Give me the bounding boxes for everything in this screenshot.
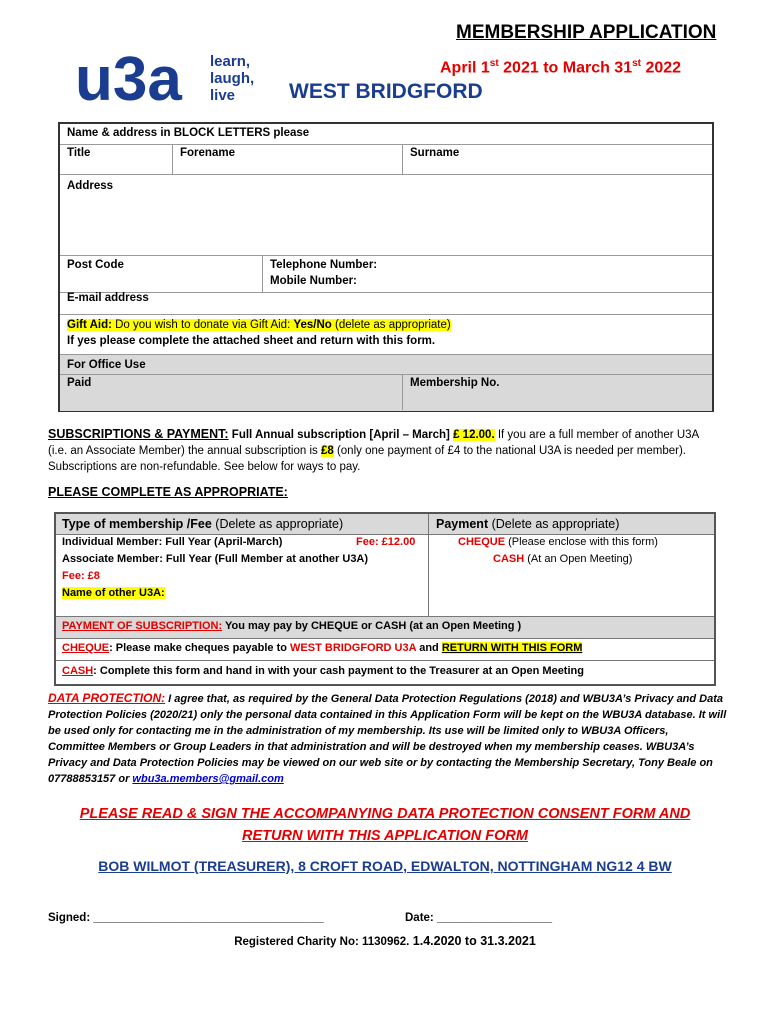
org-name: WEST BRIDGFORD xyxy=(289,80,483,103)
individual-option[interactable]: Individual Member: Full Year (April-March) xyxy=(62,536,283,548)
signature-line[interactable]: Signed: ____________________________________ xyxy=(48,912,324,924)
email-label: E-mail address xyxy=(67,292,149,304)
office-use-label: For Office Use xyxy=(67,359,146,371)
treasurer-address: BOB WILMOT (TREASURER), 8 CROFT ROAD, EDWALTON, NOTTINGHAM NG12 4 BW xyxy=(98,858,672,874)
individual-fee: Fee: £12.00 xyxy=(356,536,416,548)
subscriptions-paragraph: SUBSCRIPTIONS & PAYMENT: Full Annual subscription [April – March] £ 12.00. If you are a full member of another U3A (i.e. an Associate Member) the annual subscription is £8 (only one payment of £4 to the national U3A is needed per member). Subscriptions are non-refundable. See below for ways to pay. xyxy=(48,427,699,473)
membership-no-label: Membership No. xyxy=(410,377,500,389)
membership-period: April 1st 2021 to March 31st 2022 xyxy=(440,58,682,77)
forename-label: Forename xyxy=(180,147,235,159)
type-heading: Type of membership /Fee (Delete as appropriate) xyxy=(62,517,344,531)
gift-aid-note: If yes please complete the attached sheet and return with this form. xyxy=(67,335,436,347)
mobile-label: Mobile Number: xyxy=(270,275,357,287)
associate-fee: Fee: £8 xyxy=(62,570,100,582)
title-label: Title xyxy=(67,147,91,159)
cheque-option[interactable]: CHEQUE (Please enclose with this form) xyxy=(458,536,658,548)
complete-heading: PLEASE COMPLETE AS APPROPRIATE: xyxy=(48,485,288,499)
name-heading: Name & address in BLOCK LETTERS please xyxy=(67,127,310,139)
date-line[interactable]: Date: __________________ xyxy=(405,912,553,924)
cheque-instructions: CHEQUE: Please make cheques payable to WEST BRIDGFORD U3A and RETURN WITH THIS FORM xyxy=(62,642,583,654)
membership-type-table xyxy=(54,512,716,686)
title-field[interactable] xyxy=(172,144,173,174)
u3a-logo-graphic xyxy=(75,50,265,110)
associate-option[interactable]: Associate Member: Full Year (Full Member at another U3A) xyxy=(62,553,369,565)
cash-option[interactable]: CASH (At an Open Meeting) xyxy=(493,553,633,565)
page-title: MEMBERSHIP APPLICATION xyxy=(456,22,717,43)
office-use-section xyxy=(60,354,712,411)
svg-text:live: live xyxy=(210,87,236,104)
svg-text:laugh,: laugh, xyxy=(210,70,255,87)
logo-wordmark: u3a xyxy=(75,50,182,110)
payment-of-subscription: PAYMENT OF SUBSCRIPTION: You may pay by CHEQUE or CASH (at an Open Meeting ) xyxy=(62,620,522,632)
forename-field[interactable] xyxy=(402,144,403,174)
payment-heading: Payment (Delete as appropriate) xyxy=(436,517,620,531)
membership-email-link[interactable]: wbu3a.members@gmail.com xyxy=(132,773,284,785)
address-label: Address xyxy=(67,180,114,192)
gift-aid-question: Gift Aid: Do you wish to donate via Gift Aid: Yes/No (delete as appropriate) xyxy=(67,319,451,331)
applicant-details-table xyxy=(58,122,714,412)
postcode-label: Post Code xyxy=(67,259,124,271)
charity-footer: Registered Charity No: 1130962. 1.4.2020 to 31.3.2021 xyxy=(234,934,536,948)
telephone-label: Telephone Number: xyxy=(270,259,378,271)
svg-text:learn,: learn, xyxy=(210,53,251,70)
surname-label: Surname xyxy=(410,147,460,159)
cash-instructions: CASH: Complete this form and hand in with your cash payment to the Treasurer at an Open Meeting xyxy=(62,665,584,677)
paid-label: Paid xyxy=(67,377,92,389)
address-field[interactable] xyxy=(60,175,712,255)
other-u3a-field[interactable]: Name of other U3A: xyxy=(62,587,165,599)
consent-notice: PLEASE READ & SIGN THE ACCOMPANYING DATA PROTECTION CONSENT FORM AND RETURN WITH THIS APPLICATION FORM xyxy=(79,806,691,844)
u3a-logo xyxy=(75,50,265,110)
data-protection-statement: DATA PROTECTION: I agree that, as required by the General Data Protection Regulations (2018) and WBU3A’s Privacy and Data Protection Policies (2020/21) only the personal data contained in this Application Form will be kept on the WBU3A database. It will be used only for contacting me in the administration of my membership. Its use will be limited only to WBU3A Officers, Committee Members or Group Leaders in that administration and will be destroyed when my membership ceases. WBU3A’s Privacy and Data Protection Policies may be viewed on our web site or by contacting the Membership Secretary, Tony Beale on 07788853157 or wbu3a.members@gmail.com xyxy=(48,691,727,785)
